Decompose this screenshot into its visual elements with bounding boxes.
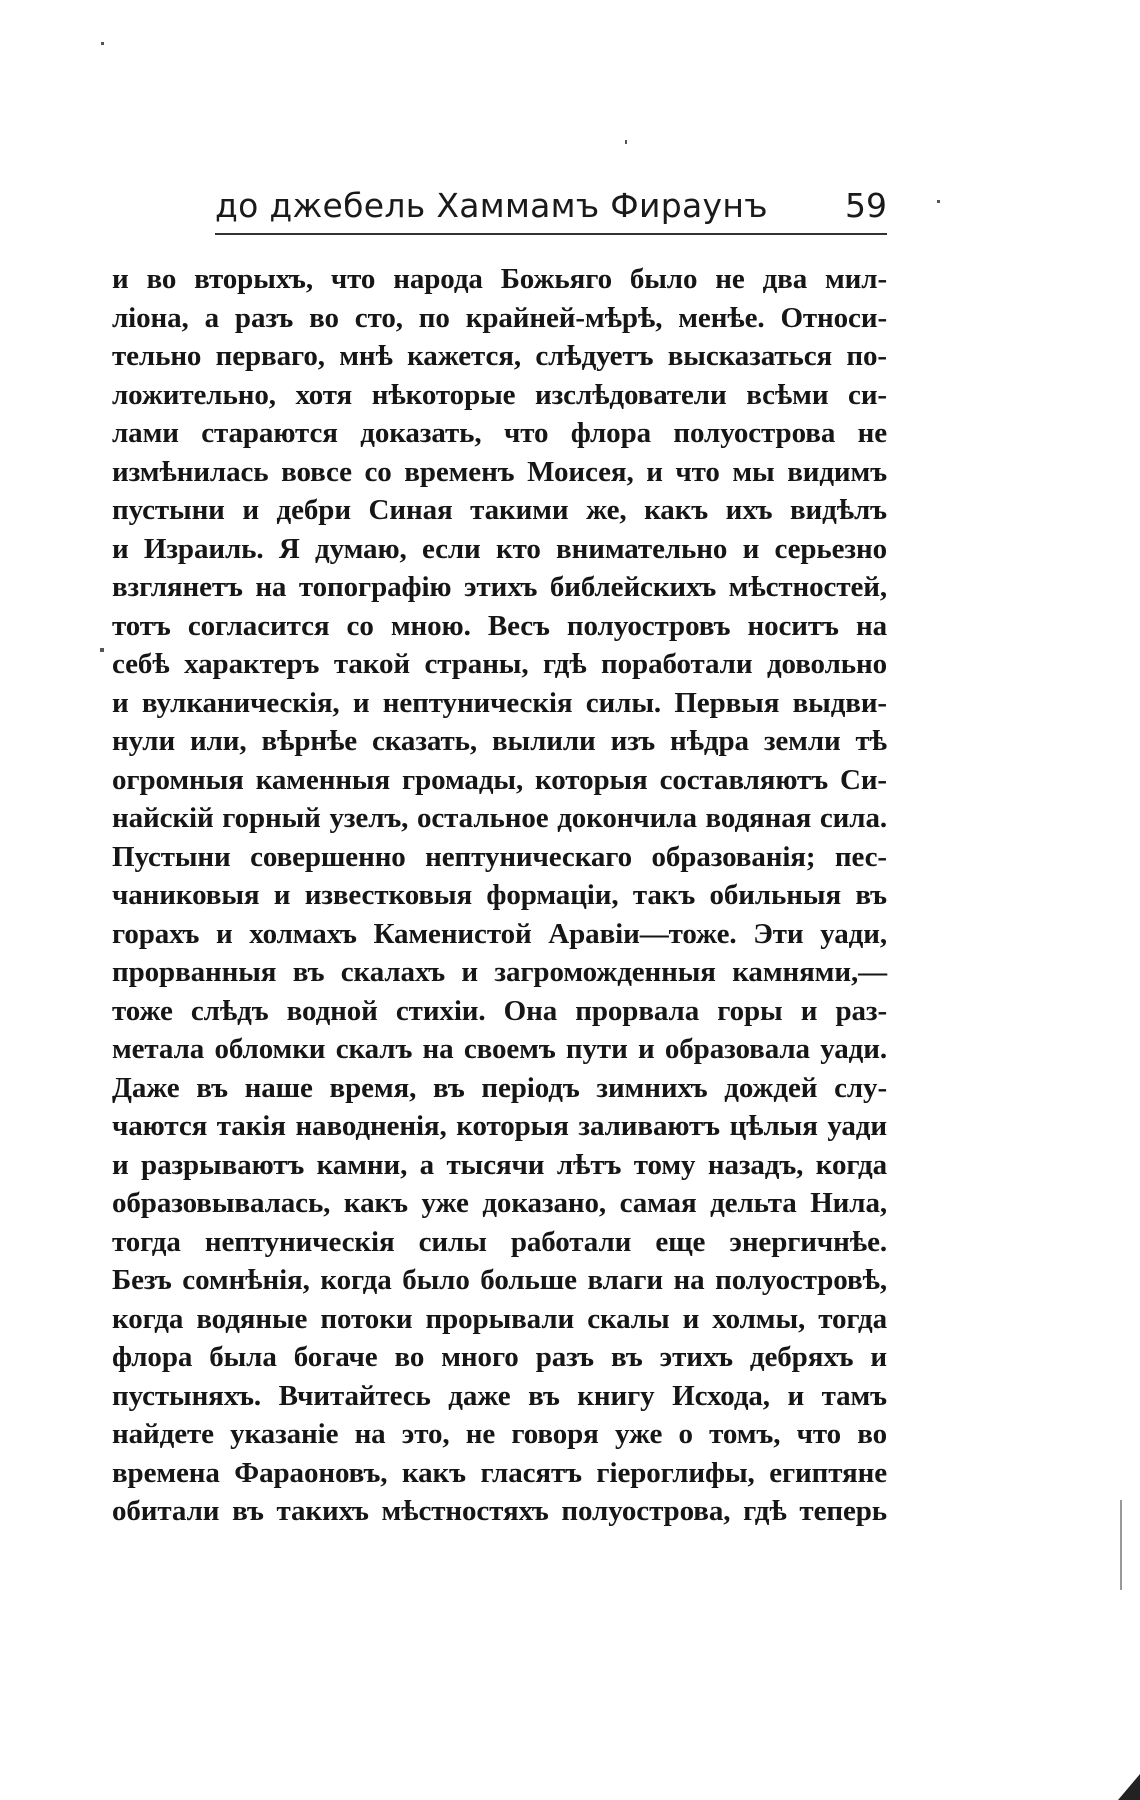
text-line: чаниковыя и известковыя формаціи, такъ обильныя въ xyxy=(112,879,887,911)
text-line: тотъ согласится со мною. Весъ полуостровъ носитъ на xyxy=(112,609,887,642)
text-line: прорванныя въ скалахъ и загроможденныя камнями,— xyxy=(112,956,887,988)
scan-speck xyxy=(937,200,940,203)
text-line: нули или, вѣрнѣе сказать, вылили изъ нѣдра земли тѣ xyxy=(112,725,887,757)
scan-speck xyxy=(101,42,104,45)
running-title: до джебель Хаммамъ Фираунъ xyxy=(215,186,768,225)
scan-speck xyxy=(100,648,104,652)
text-line: Безъ сомнѣнія, когда было больше влаги на полуостровѣ, xyxy=(112,1264,887,1296)
text-line: пустыни и дебри Синая такими же, какъ ихъ видѣлъ xyxy=(112,494,887,526)
text-line: лами стараются доказать, что флора полуострова не xyxy=(112,417,887,449)
text-line: Пустыни совершенно нептуническаго образованія; пес- xyxy=(112,840,887,873)
scan-speck xyxy=(625,140,627,144)
text-line: пустыняхъ. Вчитайтесь даже въ книгу Исхода, и тамъ xyxy=(112,1379,887,1412)
text-line: метала обломки скалъ на своемъ пути и образовала уади. xyxy=(112,1033,887,1065)
text-line: и во вторыхъ, что народа Божьяго было не два мил- xyxy=(112,263,887,295)
text-line: тельно перваго, мнѣ кажется, слѣдуетъ высказаться по- xyxy=(112,340,887,372)
text-line: взглянетъ на топографію этихъ библейскихъ мѣстностей, xyxy=(112,571,887,603)
text-line: горахъ и холмахъ Каменистой Аравіи—тоже. Эти уади, xyxy=(112,917,887,950)
page-number: 59 xyxy=(845,186,887,225)
text-line: когда водяные потоки прорывали скалы и холмы, тогда xyxy=(112,1302,887,1335)
header-rule xyxy=(215,233,887,235)
text-line: тоже слѣдъ водной стихіи. Она прорвала горы и раз- xyxy=(112,994,887,1027)
text-line: образовывалась, какъ уже доказано, самая дельта Нила, xyxy=(112,1187,887,1219)
text-line: тогда нептуническія силы работали еще энергичнѣе. xyxy=(112,1225,887,1258)
text-line: и вулканическія, и нептуническія силы. Первыя выдви- xyxy=(112,686,887,719)
text-line: себѣ характеръ такой страны, гдѣ поработали довольно xyxy=(112,648,887,680)
text-line: ложительно, хотя нѣкоторые изслѣдователи всѣми си- xyxy=(112,378,887,411)
text-line: Даже въ наше время, въ періодъ зимнихъ дождей слу- xyxy=(112,1071,887,1104)
body-text xyxy=(112,260,887,1531)
text-line: флора была богаче во много разъ въ этихъ дебряхъ и xyxy=(112,1341,887,1373)
text-line: ліона, а разъ во сто, по крайней-мѣрѣ, менѣе. Относи- xyxy=(112,301,887,334)
text-line: измѣнилась вовсе со временъ Моисея, и что мы видимъ xyxy=(112,455,887,488)
text-line: найскій горный узелъ, остальное докончила водяная сила. xyxy=(112,802,887,834)
page-corner-mark xyxy=(1118,1774,1140,1800)
text-line: огромныя каменныя громады, которыя составляютъ Си- xyxy=(112,763,887,796)
text-line: чаются такія наводненія, которыя заливаютъ цѣлыя уади xyxy=(112,1110,887,1142)
text-line: времена Фараоновъ, какъ гласятъ гіероглифы, египтяне xyxy=(112,1456,887,1489)
text-line: и разрываютъ камни, а тысячи лѣтъ тому назадъ, когда xyxy=(112,1148,887,1181)
text-line: и Израиль. Я думаю, если кто внимательно и серьезно xyxy=(112,532,887,565)
scan-speck xyxy=(1120,1500,1122,1590)
text-line: найдете указаніе на это, не говоря уже о томъ, что во xyxy=(112,1418,887,1450)
text-line: обитали въ такихъ мѣстностяхъ полуострова, гдѣ теперь xyxy=(112,1495,887,1527)
page-header xyxy=(215,186,887,226)
